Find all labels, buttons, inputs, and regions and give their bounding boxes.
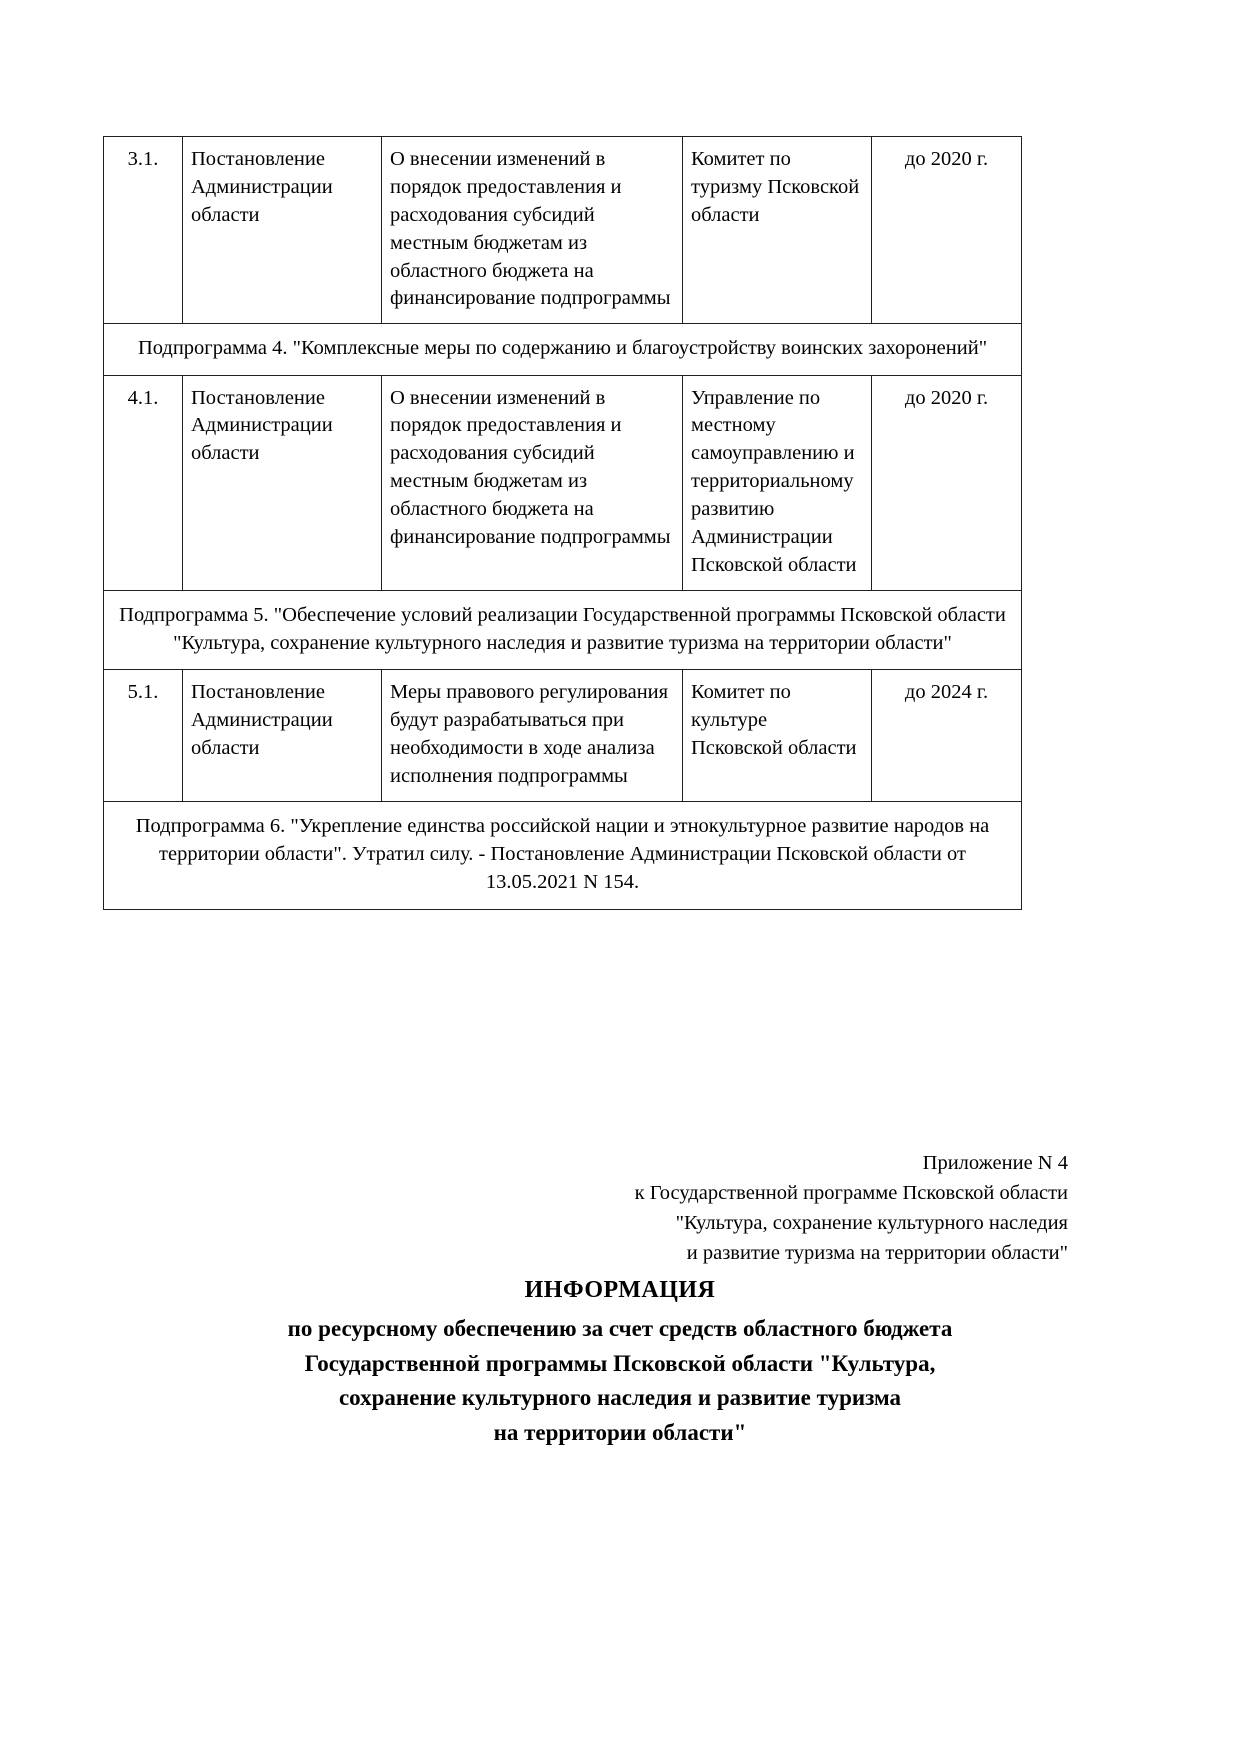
page-subtitle-line-2: Государственной программы Псковской области "Культура,: [304, 1350, 936, 1376]
document-title-block: [170, 1272, 1070, 1450]
act-description-cell: О внесении изменений в порядок предоставления и расходования субсидий местным бюджетам из областного бюджета на финансирование подпрограммы: [382, 375, 683, 590]
deadline-cell: до 2020 г.: [872, 137, 1022, 324]
subprogram-header-row: [104, 324, 1022, 375]
deadline-cell: до 2020 г.: [872, 375, 1022, 590]
act-type-cell: Постановление Администрации области: [183, 375, 382, 590]
appendix-number: Приложение N 4: [922, 1152, 1068, 1174]
table-row: [104, 137, 1022, 324]
act-type-cell: Постановление Администрации области: [183, 137, 382, 324]
row-number-cell: 5.1.: [104, 670, 183, 802]
act-description-cell: Меры правового регулирования будут разрабатываться при необходимости в ходе анализа исполнения подпрограммы: [382, 670, 683, 802]
appendix-program-name-line-2: и развитие туризма на территории области": [686, 1242, 1068, 1265]
row-number-cell: 4.1.: [104, 375, 183, 590]
appendix-program-name-line-1: "Культура, сохранение культурного наследия: [675, 1212, 1068, 1235]
responsible-body-cell: Комитет по туризму Псковской области: [683, 137, 872, 324]
page-subtitle-line-3: сохранение культурного наследия и развитие туризма: [338, 1385, 902, 1410]
page-subtitle-line-1: по ресурсному обеспечению за счет средств областного бюджета: [287, 1316, 953, 1341]
act-description-cell: О внесении изменений в порядок предоставления и расходования субсидий местным бюджетам из областного бюджета на финансирование подпрограммы: [382, 137, 683, 324]
page-title: ИНФОРМАЦИЯ: [524, 1277, 716, 1303]
table-body: [104, 137, 1022, 910]
deadline-cell: до 2024 г.: [872, 670, 1022, 802]
table-row: [104, 670, 1022, 802]
subprogram-header-row: [104, 590, 1022, 670]
subprogram-header-text: Подпрограмма 4. "Комплексные меры по содержанию и благоустройству воинских захоронений": [104, 324, 1022, 375]
table-row: [104, 375, 1022, 590]
subprogram-header-row: [104, 801, 1022, 909]
responsible-body-cell: Комитет по культуре Псковской области: [683, 670, 872, 802]
measures-table: [103, 136, 1022, 910]
responsible-body-cell: Управление по местному самоуправлению и территориальному развитию Администрации Псковской области: [683, 375, 872, 590]
act-type-cell: Постановление Администрации области: [183, 670, 382, 802]
page-subtitle-line-4: на территории области": [493, 1419, 747, 1445]
appendix-reference-block: [400, 1148, 1068, 1269]
subprogram-header-text: Подпрограмма 5. "Обеспечение условий реализации Государственной программы Псковской области "Культура, сохранение культурного наследия и развитие туризма на территории области": [104, 590, 1022, 670]
subprogram-header-text: Подпрограмма 6. "Укрепление единства российской нации и этнокультурное развитие народов на территории области". Утратил силу. - Постановление Администрации Псковской области от 13.05.2021 N 154.: [104, 801, 1022, 909]
appendix-program-line: к Государственной программе Псковской области: [634, 1182, 1068, 1205]
row-number-cell: 3.1.: [104, 137, 183, 324]
